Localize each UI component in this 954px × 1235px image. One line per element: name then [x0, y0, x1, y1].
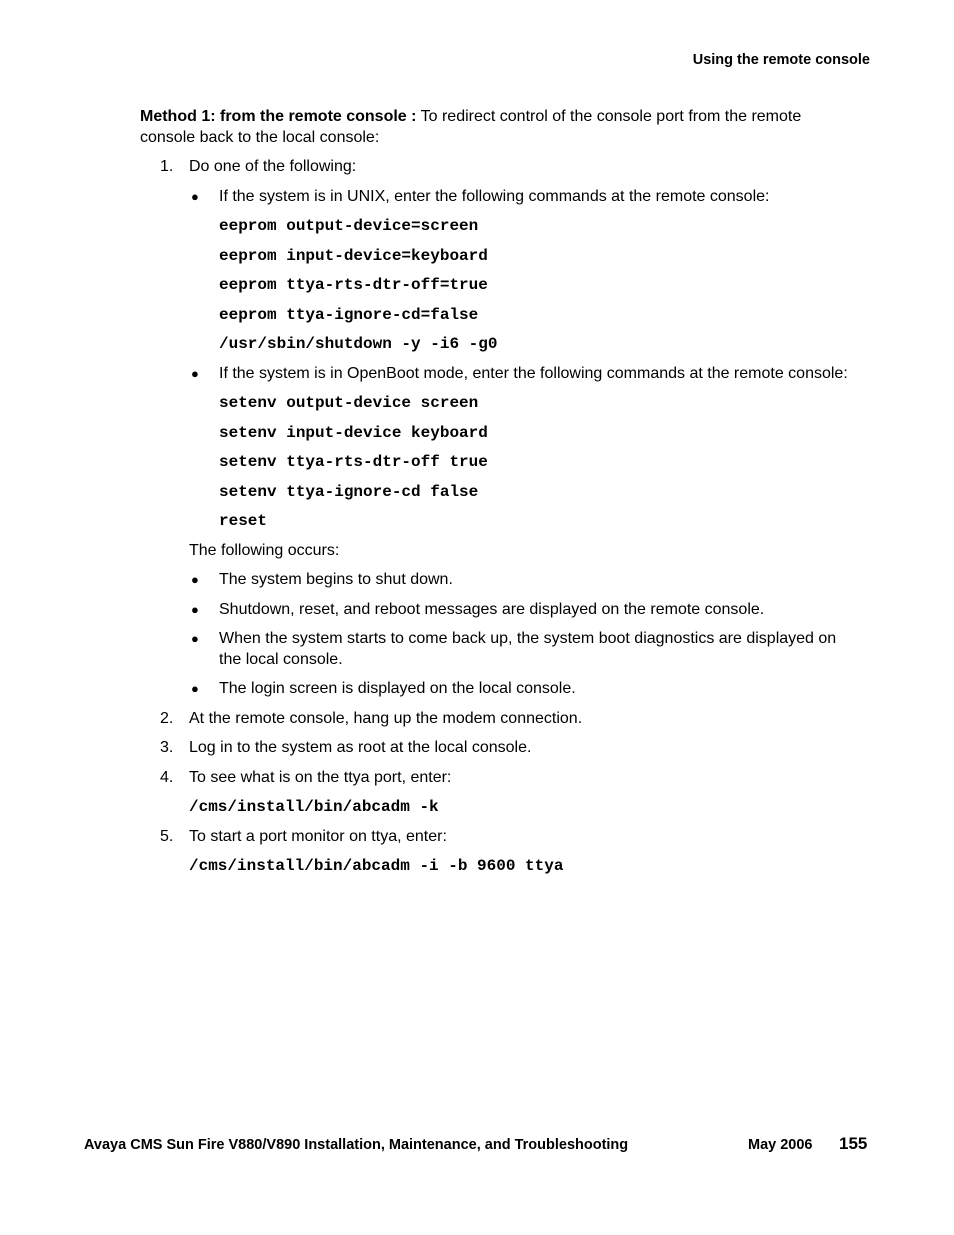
- step-text: Do one of the following:: [189, 158, 357, 175]
- list-item-text: If the system is in UNIX, enter the following commands at the remote console:: [219, 187, 770, 205]
- list-item-openboot: [189, 364, 860, 532]
- outcome-list: [189, 570, 860, 700]
- following-occurs-text: The following occurs:: [189, 541, 340, 559]
- bullet-icon: ●: [191, 681, 199, 696]
- step-2: [140, 709, 860, 730]
- step-number: 4.: [160, 768, 174, 786]
- step-number: 2.: [160, 709, 174, 727]
- command-block-unix: [219, 216, 860, 355]
- bullet-icon: ●: [191, 631, 199, 646]
- page-body: [140, 107, 860, 886]
- command-line: reset: [219, 512, 268, 530]
- step-number: 1.: [160, 158, 174, 175]
- step-text: To see what is on the ttya port, enter:: [189, 768, 452, 786]
- command-line: setenv ttya-rts-dtr-off true: [219, 453, 488, 471]
- step-3: [140, 738, 860, 759]
- running-header: Using the remote console: [692, 52, 870, 68]
- list-item: [189, 570, 860, 591]
- intro-text: To redirect control of the console port from the remote console back to the local console:: [140, 108, 802, 146]
- intro-paragraph: [140, 107, 860, 148]
- list-item-text: If the system is in OpenBoot mode, enter the following commands at the remote console:: [219, 364, 848, 382]
- command-line: eeprom ttya-ignore-cd=false: [219, 305, 479, 324]
- command-line: /cms/install/bin/abcadm -k: [189, 798, 439, 816]
- step-number: 5.: [160, 827, 174, 845]
- footer-document-title: Avaya CMS Sun Fire V880/V890 Installation, Maintenance, and Troubleshooting: [84, 1137, 629, 1153]
- command-line: eeprom output-device=screen: [219, 217, 479, 235]
- list-item-text: The system begins to shut down.: [219, 571, 453, 588]
- command-line: setenv input-device keyboard: [219, 423, 488, 442]
- command-line: setenv output-device screen: [219, 394, 479, 412]
- step-5: [140, 827, 860, 877]
- condition-list: [189, 187, 860, 532]
- command-line: eeprom ttya-rts-dtr-off=true: [219, 276, 488, 294]
- step-text: At the remote console, hang up the modem connection.: [189, 709, 583, 727]
- list-item-text: Shutdown, reset, and reboot messages are displayed on the remote console.: [219, 600, 765, 618]
- bullet-icon: ●: [191, 601, 199, 617]
- command-line: /cms/install/bin/abcadm -i -b 9600 ttya: [189, 857, 564, 875]
- page-number: 155: [839, 1134, 868, 1153]
- command-line: eeprom input-device=keyboard: [219, 246, 488, 265]
- list-item-text: The login screen is displayed on the local console.: [219, 680, 576, 697]
- command-line: setenv ttya-ignore-cd false: [219, 482, 479, 501]
- footer-date: May 2006: [748, 1137, 813, 1153]
- list-item: [189, 679, 860, 700]
- step-4: [140, 768, 860, 818]
- step-1: [140, 157, 860, 700]
- step-text: Log in to the system as root at the local console.: [189, 739, 532, 756]
- command-block-openboot: [219, 393, 860, 532]
- procedure-steps: [140, 157, 860, 877]
- step-text: To start a port monitor on ttya, enter:: [189, 827, 447, 845]
- list-item: [189, 600, 860, 621]
- step-number: 3.: [160, 739, 174, 756]
- list-item: [189, 629, 860, 670]
- list-item-text: When the system starts to come back up, the system boot diagnostics are displayed on the local console.: [219, 630, 837, 668]
- command-line: /usr/sbin/shutdown -y -i6 -g0: [219, 335, 498, 353]
- bullet-icon: ●: [191, 188, 199, 204]
- list-item-unix: [189, 187, 860, 355]
- method-heading: Method 1: from the remote console :: [140, 108, 417, 125]
- bullet-icon: ●: [191, 365, 199, 381]
- bullet-icon: ●: [191, 572, 199, 587]
